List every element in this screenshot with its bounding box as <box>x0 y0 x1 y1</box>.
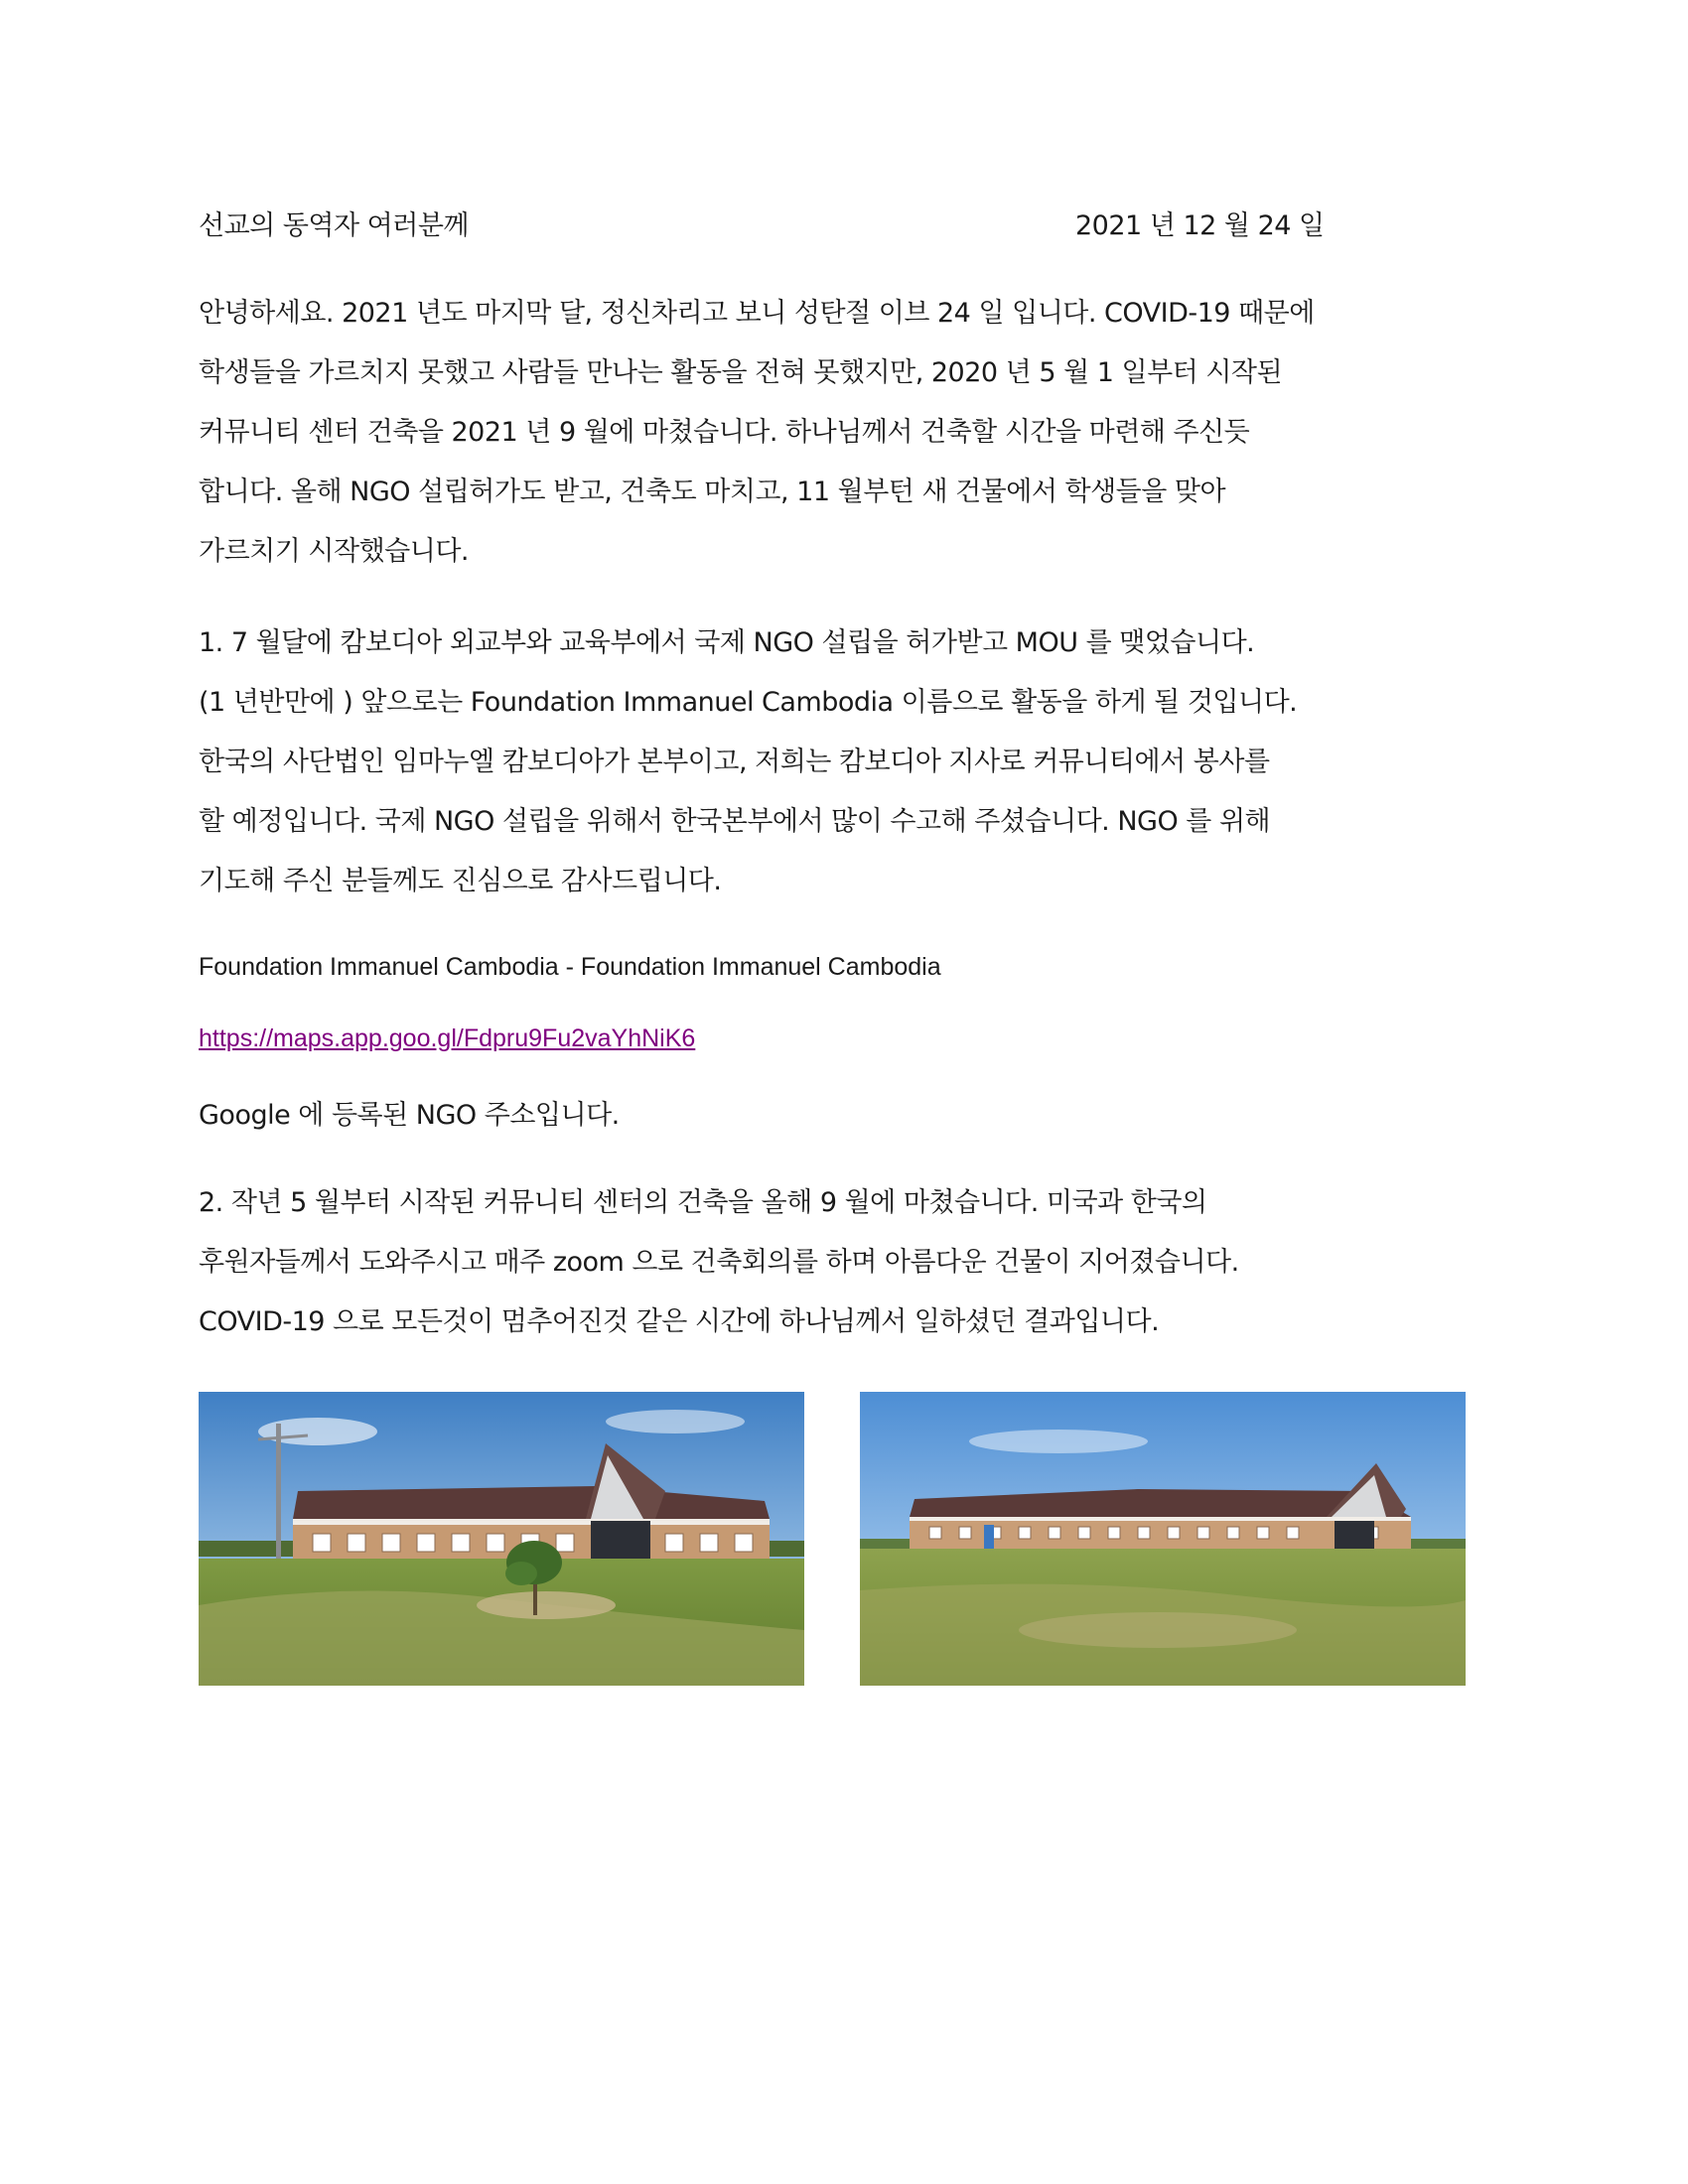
section1-line-4: 할 예정입니다. 국제 NGO 설립을 위해서 한국본부에서 많이 수고해 주셨습니다. NGO 를 위해 <box>199 806 1271 837</box>
intro-line-1: 안녕하세요. 2021 년도 마지막 달, 정신차리고 보니 성탄절 이브 24 일 입니다. COVID-19 때문에 <box>199 298 1315 329</box>
intro-line-4: 합니다. 올해 NGO 설립허가도 받고, 건축도 마치고, 11 월부턴 새 건물에서 학생들을 맞아 <box>199 477 1226 507</box>
foundation-title: Foundation Immanuel Cambodia - Foundation Immanuel Cambodia <box>199 953 941 981</box>
salutation: 선교의 동역자 여러분께 <box>199 210 469 241</box>
community-center-photo-1 <box>199 1392 804 1686</box>
community-center-photo-2 <box>860 1392 1466 1686</box>
section2-line-2: 후원자들께서 도와주시고 매주 zoom 으로 건축회의를 하며 아름다운 건물이 지어졌습니다. <box>199 1247 1239 1278</box>
google-note: Google 에 등록된 NGO 주소입니다. <box>199 1100 620 1131</box>
section1-line-1: 1. 7 월달에 캄보디아 외교부와 교육부에서 국제 NGO 설립을 허가받고 MOU 를 맺었습니다. <box>199 627 1255 658</box>
section1-line-2: (1 년반만에 ) 앞으로는 Foundation Immanuel Cambodia 이름으로 활동을 하게 될 것입니다. <box>199 687 1298 718</box>
map-link-line <box>199 1019 695 1058</box>
intro-line-5: 가르치기 시작했습니다. <box>199 536 469 567</box>
map-link[interactable]: https://maps.app.goo.gl/Fdpru9Fu2vaYhNiK6 <box>199 1024 696 1052</box>
section1-line-3: 한국의 사단법인 임마누엘 캄보디아가 본부이고, 저희는 캄보디아 지사로 커뮤니티에서 봉사를 <box>199 747 1270 777</box>
intro-line-3: 커뮤니티 센터 건축을 2021 년 9 월에 마쳤습니다. 하나님께서 건축할 시간을 마련해 주신듯 <box>199 417 1250 448</box>
intro-line-2: 학생들을 가르치지 못했고 사람들 만나는 활동을 전혀 못했지만, 2020 년 5 월 1 일부터 시작된 <box>199 357 1283 388</box>
section2-line-1: 2. 작년 5 월부터 시작된 커뮤니티 센터의 건축을 올해 9 월에 마쳤습니다. 미국과 한국의 <box>199 1187 1207 1218</box>
letter-date: 2021 년 12 월 24 일 <box>1075 210 1325 241</box>
section2-line-3: COVID-19 으로 모든것이 멈추어진것 같은 시간에 하나님께서 일하셨던 결과입니다. <box>199 1306 1160 1337</box>
section1-line-5: 기도해 주신 분들께도 진심으로 감사드립니다. <box>199 866 722 896</box>
